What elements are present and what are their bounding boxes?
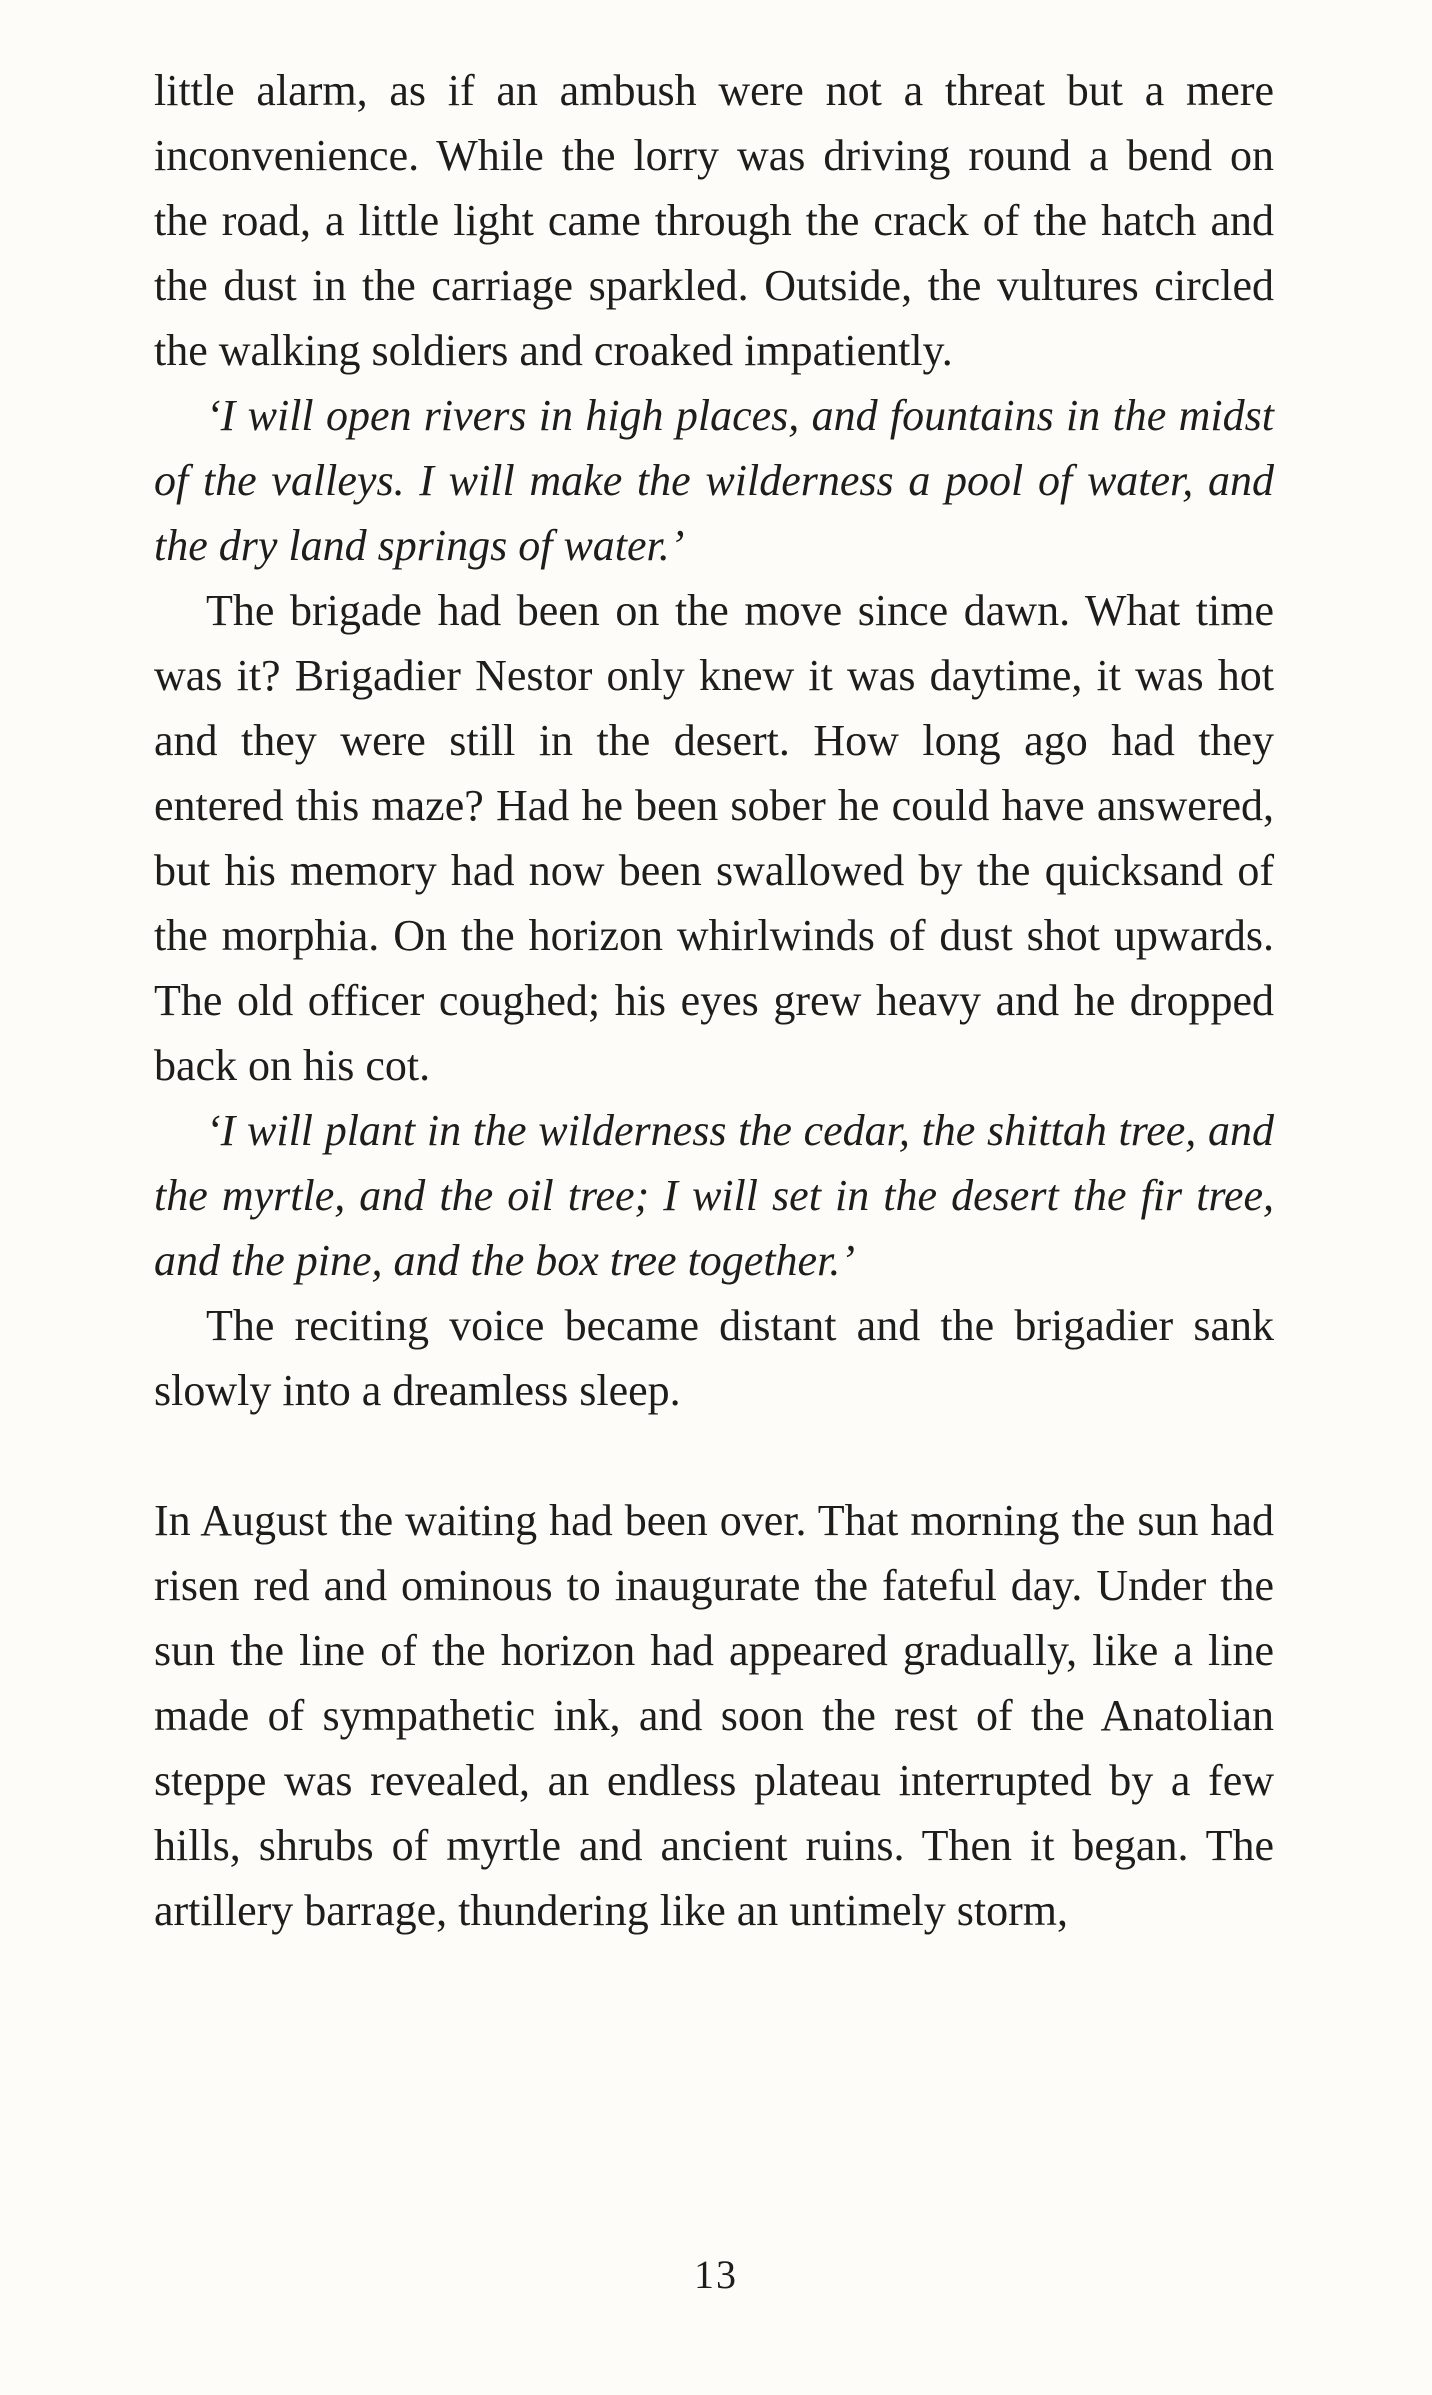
paragraph-continuation: little alarm, as if an ambush were not a threat but a mere inconvenience. While the lorry was driving round a bend on the road, a little light came through the crack of the hatch and the dust in the carriage sparkled. Outside, the vultures circled the walking soldiers and croaked impatiently. <box>154 66 1274 375</box>
page-number: 13 <box>694 2252 738 2297</box>
section-break <box>154 1423 1274 1488</box>
paragraph-sleep: The reciting voice became distant and the brigadier sank slowly into a dreamless sleep. <box>154 1301 1274 1415</box>
quotation-wilderness: ‘I will plant in the wilderness the cedar, the shittah tree, and the myrtle, and the oil tree; I will set in the desert the fir tree, and the pine, and the box tree together.’ <box>154 1106 1274 1285</box>
paragraph-august: In August the waiting had been over. That morning the sun had risen red and ominous to inaugurate the fateful day. Under the sun the line of the horizon had appeared gradually, like a line made of sympathetic ink, and soon the rest of the Anatolian steppe was revealed, an endless plateau interrupted by a few hills, shrubs of myrtle and ancient ruins. Then it began. The artillery barrage, thundering like an untimely storm, <box>154 1496 1274 1935</box>
quotation-rivers: ‘I will open rivers in high places, and fountains in the midst of the valleys. I will make the wilderness a pool of water, and the dry land springs of water.’ <box>154 391 1274 570</box>
paragraph-brigade: The brigade had been on the move since dawn. What time was it? Brigadier Nestor only knew it was daytime, it was hot and they were still in the desert. How long ago had they entered this maze? Had he been sober he could have answered, but his memory had now been swallowed by the quicksand of the morphia. On the horizon whirlwinds of dust shot upwards. The old officer coughed; his eyes grew heavy and he dropped back on his cot. <box>154 586 1274 1090</box>
body-text <box>154 58 1274 1943</box>
